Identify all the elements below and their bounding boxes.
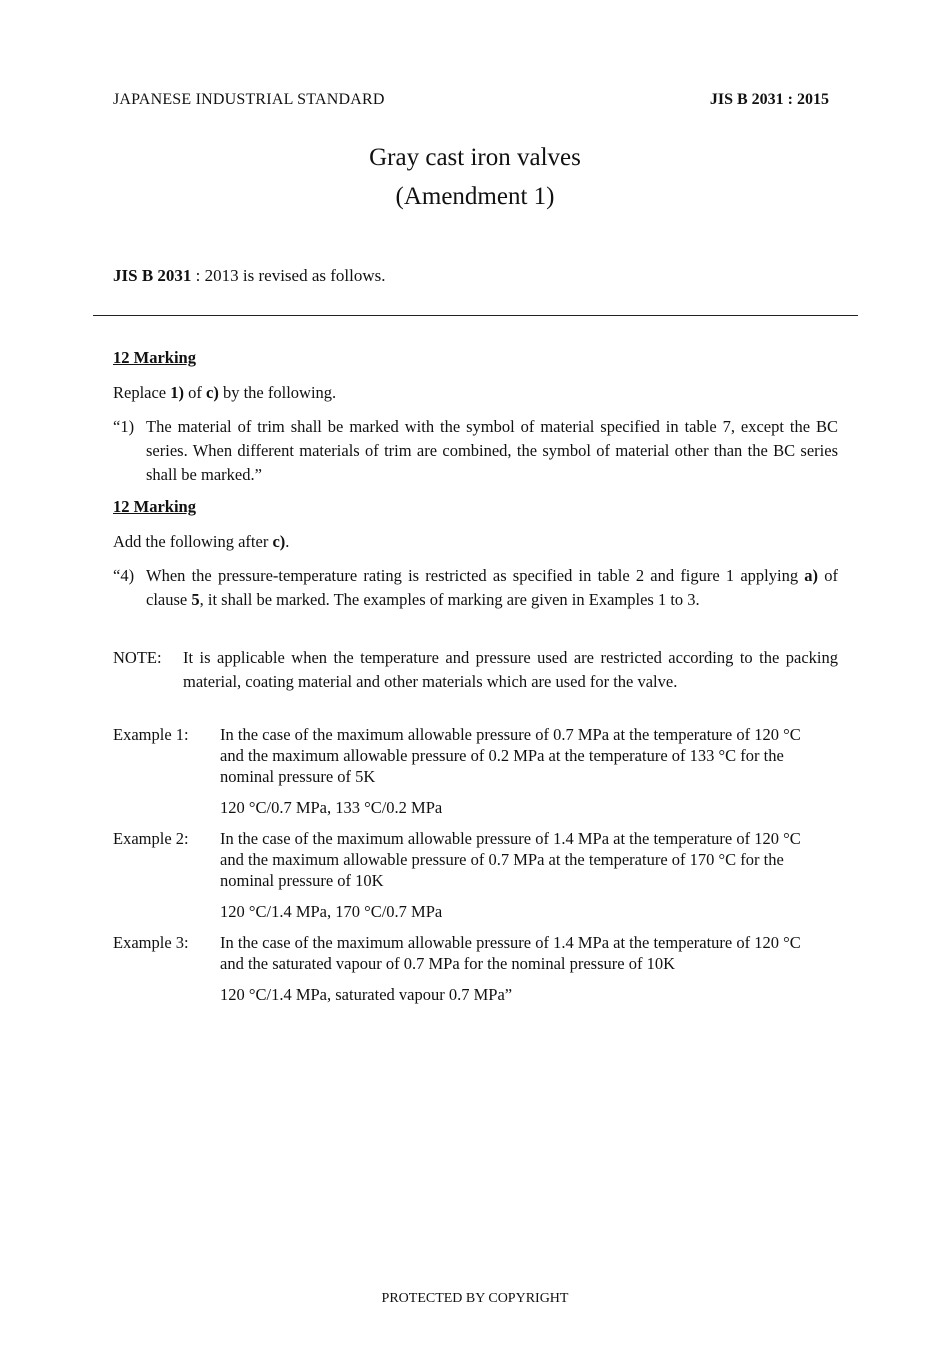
section-heading: 12 Marking	[113, 497, 196, 516]
example-result: 120 °C/0.7 MPa, 133 °C/0.2 MPa	[220, 798, 443, 817]
example-result: 120 °C/1.4 MPa, 170 °C/0.7 MPa	[220, 902, 443, 921]
example-block	[113, 828, 838, 922]
list-item	[113, 415, 838, 487]
copyright-footer: PROTECTED BY COPYRIGHT	[381, 1291, 569, 1306]
list-item	[113, 564, 838, 612]
document-subtitle: (Amendment 1)	[395, 183, 555, 210]
section-heading: 12 Marking	[113, 348, 196, 367]
revision-reference: JIS B 2031	[113, 266, 192, 285]
example-text: In the case of the maximum allowable pressure of 1.4 MPa at the temperature of 120 °C and the saturated vapour of 0.7 MPa for the nominal pressure of 10K	[220, 933, 801, 973]
standard-header: JAPANESE INDUSTRIAL STANDARD	[113, 91, 385, 108]
example-label: Example 2:	[113, 829, 189, 848]
standard-number: JIS B 2031 : 2015	[709, 91, 829, 108]
example-block	[113, 932, 838, 1005]
divider	[93, 315, 858, 316]
item-number: “1)	[113, 417, 135, 436]
example-result: 120 °C/1.4 MPa, saturated vapour 0.7 MPa”	[220, 985, 513, 1004]
document-title: Gray cast iron valves	[369, 144, 581, 171]
example-block	[113, 724, 838, 818]
section-instruction: Replace 1) of c) by the following.	[113, 383, 337, 402]
revision-text: : 2013 is revised as follows.	[191, 266, 386, 285]
note-text: It is applicable when the temperature and pressure used are restricted according to the packing material, coating material and other materials which are used for the valve.	[183, 648, 838, 691]
example-label: Example 3:	[113, 933, 189, 952]
item-text: When the pressure-temperature rating is restricted as specified in table 2 and figure 1 applying a) of clause 5, it shall be marked. The examples of marking are given in Examples 1 to 3.	[146, 566, 838, 609]
revision-statement	[113, 266, 386, 286]
example-text: In the case of the maximum allowable pressure of 1.4 MPa at the temperature of 120 °C and the maximum allowable pressure of 0.7 MPa at the temperature of 170 °C for the nominal pressure of 10K	[220, 829, 801, 890]
section-instruction: Add the following after c).	[113, 532, 290, 551]
note-label: NOTE:	[113, 648, 162, 667]
item-number: “4)	[113, 566, 135, 585]
example-label: Example 1:	[113, 725, 189, 744]
example-text: In the case of the maximum allowable pressure of 0.7 MPa at the temperature of 120 °C and the maximum allowable pressure of 0.2 MPa at the temperature of 133 °C for the nominal pressure of 5K	[220, 725, 801, 786]
note	[113, 646, 838, 694]
item-text: The material of trim shall be marked with the symbol of material specified in table 7, except the BC series. When different materials of trim are combined, the symbol of material other than the BC series shall be marked.”	[146, 417, 838, 484]
